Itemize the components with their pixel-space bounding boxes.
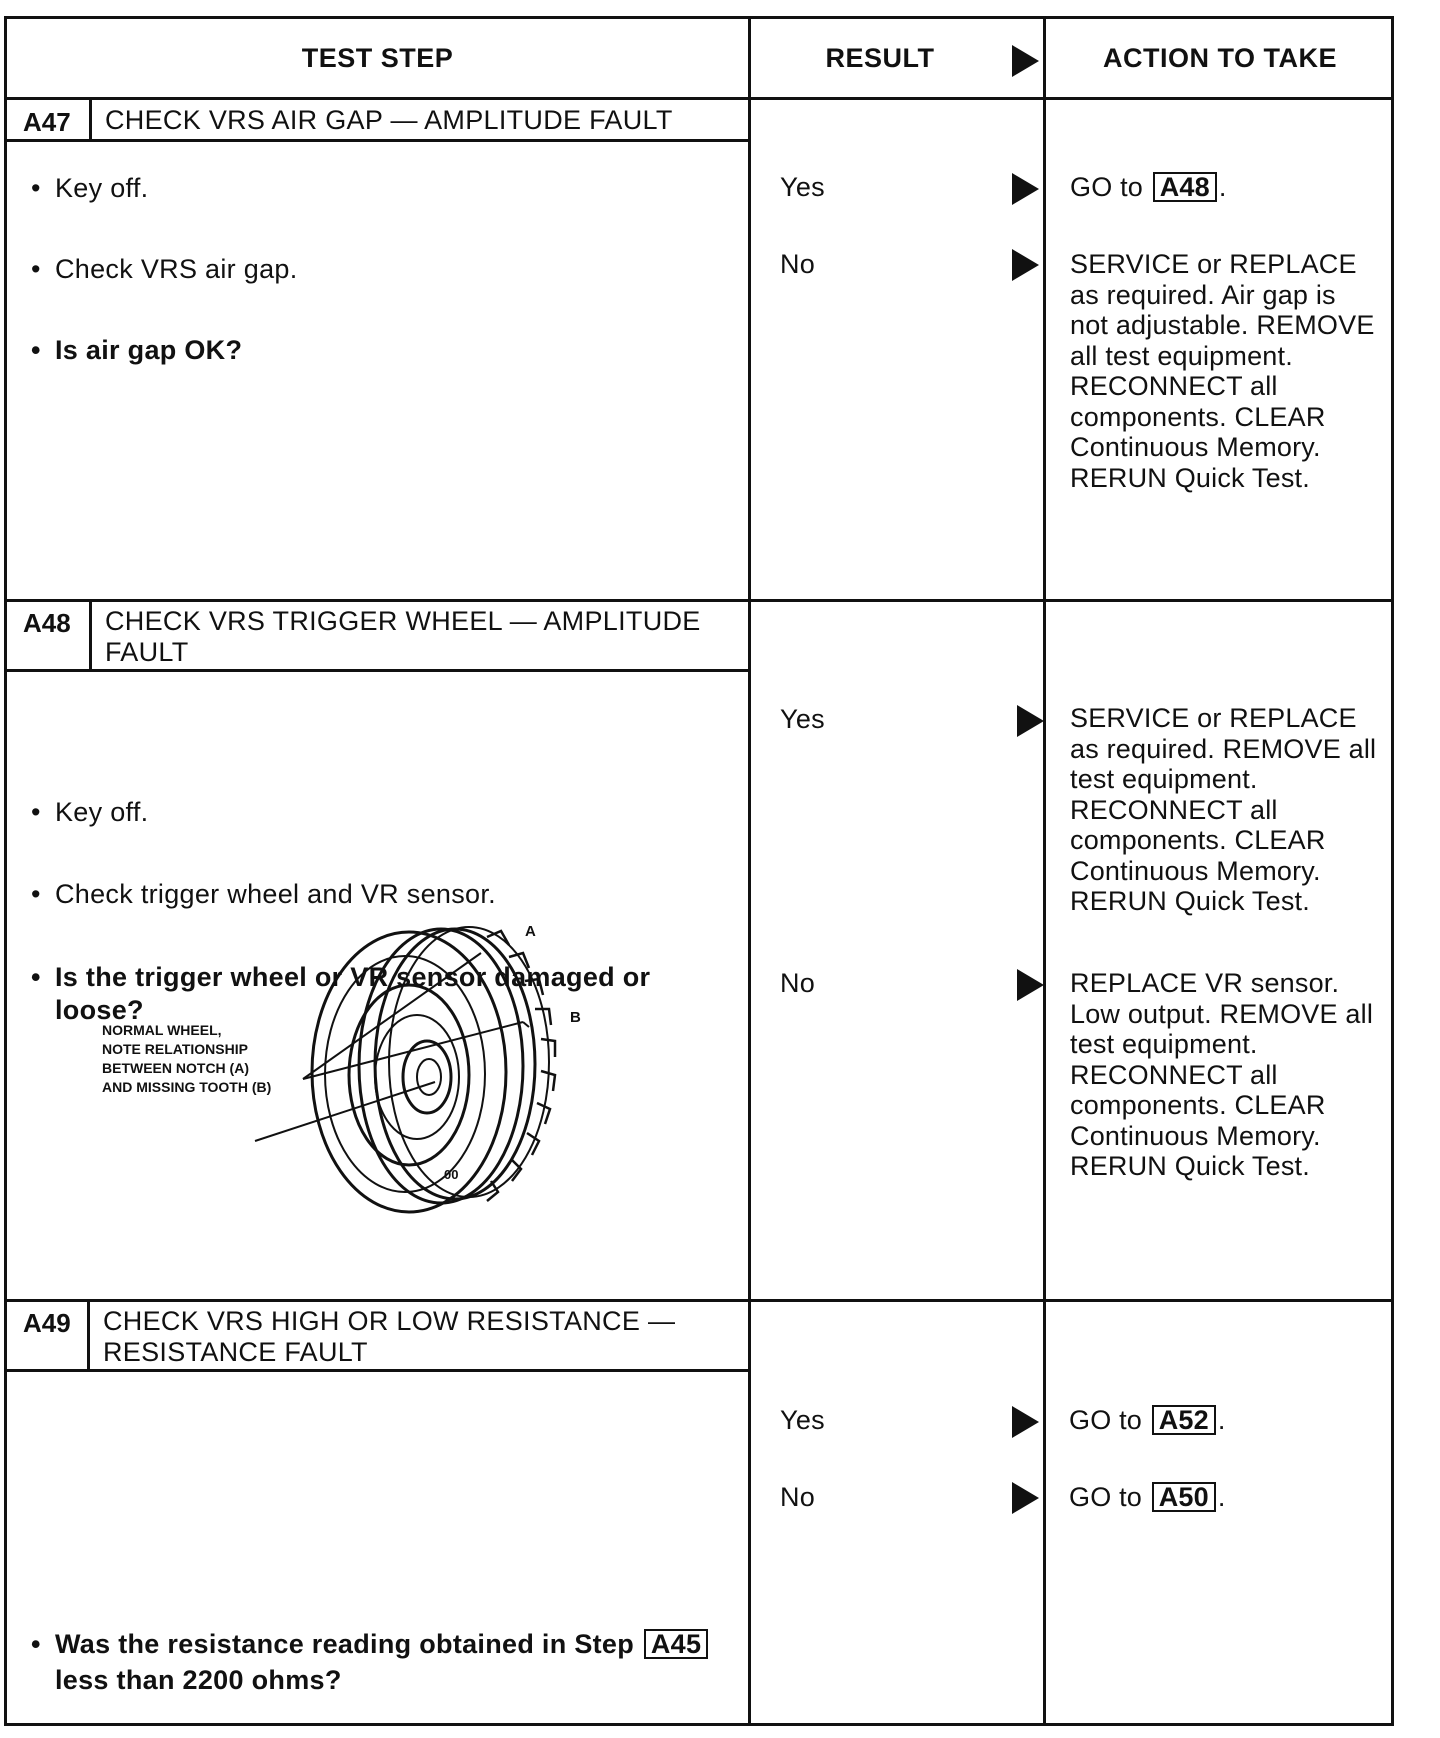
bullet-item: • Check VRS air gap.	[29, 254, 1413, 285]
header-divider	[7, 97, 1391, 100]
header-result: RESULT	[825, 43, 935, 73]
bullet-question: • Is the trigger wheel or VR sensor damaged or loose?	[29, 961, 745, 1027]
action-text: GO to A52 .	[1069, 1405, 1226, 1435]
label-missing-tooth: B	[570, 1009, 581, 1026]
bullet-item: • Key off.	[29, 173, 1413, 204]
step-title: CHECK VRS TRIGGER WHEEL — AMPLITUDE FAULT	[105, 606, 701, 667]
step-id-divider	[87, 1299, 90, 1372]
action-text: SERVICE or REPLACE as required. Air gap is not adjustable. REMOVE all test equipment. RECONNECT all components. CLEAR Continuous Memory. RERUN Quick Test.	[1070, 249, 1375, 493]
label-notch: A	[525, 923, 536, 940]
result-label: Yes	[780, 172, 825, 202]
arrow-icon	[1012, 1482, 1039, 1514]
action-text: REPLACE VR sensor. Low output. REMOVE all test equipment. RECONNECT all components. CLEAR Continuous Memory. RERUN Quick Test.	[1070, 968, 1374, 1181]
step-title-rule	[7, 669, 748, 672]
row-divider	[7, 1299, 1391, 1302]
step-reference[interactable]: A48	[1153, 172, 1217, 202]
arrow-icon	[1012, 45, 1039, 77]
diagnostic-table	[4, 16, 1394, 1726]
header-test-step: TEST STEP	[301, 43, 454, 73]
step-reference[interactable]: A50	[1152, 1482, 1216, 1512]
step-id: A47	[23, 107, 71, 137]
result-label: No	[780, 1482, 816, 1512]
step-reference[interactable]: A45	[644, 1629, 708, 1659]
bullet-item: • Key off.	[29, 797, 1413, 828]
trigger-wheel-illustration	[237, 919, 607, 1229]
step-title: CHECK VRS AIR GAP — AMPLITUDE FAULT	[105, 105, 673, 135]
action-text: GO to A50 .	[1069, 1482, 1226, 1512]
result-label: No	[780, 968, 816, 998]
step-id: A49	[23, 1308, 71, 1338]
action-text: GO to A48 .	[1070, 172, 1227, 202]
step-id-divider	[89, 97, 92, 142]
label-hub: 00	[444, 1167, 459, 1182]
bullet-question: • Was the resistance reading obtained in Step A45 less than 2200 ohms?	[29, 1626, 735, 1698]
header-action: ACTION TO TAKE	[1103, 43, 1337, 73]
result-label: No	[780, 249, 816, 279]
arrow-icon	[1012, 173, 1039, 205]
arrow-icon	[1012, 249, 1039, 281]
result-label: Yes	[780, 1405, 825, 1435]
step-id: A48	[23, 608, 71, 638]
row-divider	[7, 599, 1391, 602]
result-label: Yes	[780, 704, 825, 734]
bullet-item: • Check trigger wheel and VR sensor.	[29, 879, 1413, 910]
action-text: SERVICE or REPLACE as required. REMOVE all test equipment. RECONNECT all components. CLEAR Continuous Memory. RERUN Quick Test.	[1070, 703, 1377, 916]
bullet-question: • Is air gap OK?	[29, 335, 1413, 366]
step-title-rule	[7, 139, 748, 142]
step-reference[interactable]: A52	[1152, 1405, 1216, 1435]
arrow-icon	[1017, 705, 1044, 737]
step-title: CHECK VRS HIGH OR LOW RESISTANCE — RESISTANCE FAULT	[103, 1306, 676, 1367]
step-title-rule	[7, 1369, 748, 1372]
arrow-icon	[1017, 969, 1044, 1001]
arrow-icon	[1012, 1406, 1039, 1438]
step-id-divider	[89, 599, 92, 672]
illustration-caption: NORMAL WHEEL, NOTE RELATIONSHIP BETWEEN NOTCH (A) AND MISSING TOOTH (B)	[102, 1022, 272, 1095]
